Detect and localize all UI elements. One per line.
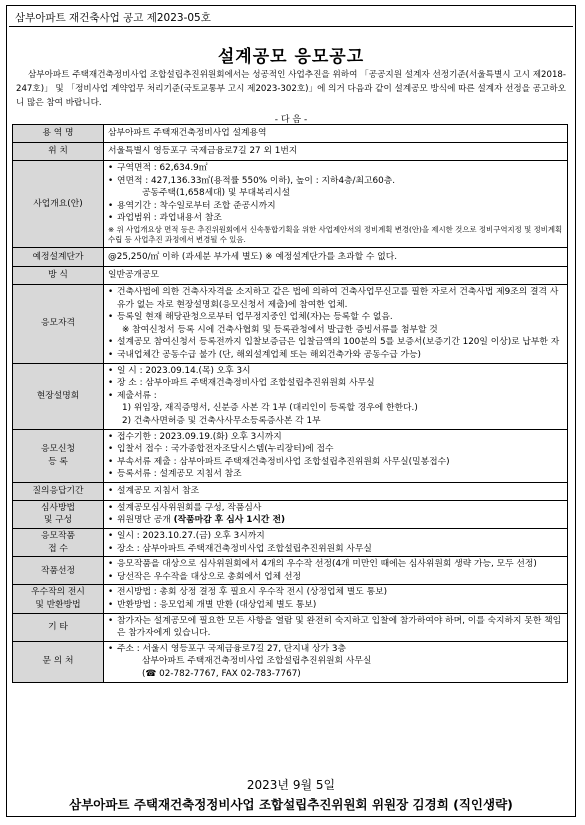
header-divider xyxy=(9,26,573,27)
list-item: • 구역면적 : 62,634.9㎡ xyxy=(108,162,563,175)
value-review xyxy=(104,500,568,528)
briefing-doc: 1) 위임장, 재직증명서, 신분증 사본 각 1부 (대리인이 등록할 경우에 한한다.) xyxy=(122,403,418,414)
label-method: 방 식 xyxy=(13,266,104,284)
briefing-doc: 2) 건축사면허증 및 건축사사무소등록증사본 각 1부 xyxy=(122,415,321,426)
notice-document xyxy=(6,5,576,817)
label-application xyxy=(13,429,104,482)
subheading: - 다 음 - xyxy=(274,115,308,125)
value-application xyxy=(104,429,568,482)
row-location xyxy=(13,143,568,161)
list-item: • 일시 : 2023.10.27.(금) 오후 3시까지 xyxy=(108,530,563,543)
row-contact xyxy=(13,641,568,682)
signature-line: 삼부아파트 주택재건축정정비사업 조합설립추진위원회 위원장 김경희 (직인생략) xyxy=(69,797,513,812)
notice-number: 삼부아파트 재건축사업 공고 제2023-05호 xyxy=(15,12,211,24)
list-item: • 장소 : 삼부아파트 주택재건축정비사업 조합설립추진위원회 사무실 xyxy=(108,543,563,556)
value-overview xyxy=(104,161,568,248)
list-item: • 용역기간 : 착수일로부터 조합 준공시까지 xyxy=(108,200,563,213)
list-item: • 설계공모 참여신청서 등록전까지 입찰보증금은 입찰금액의 100분의 5를 보증서(보증기간 120일 이상)로 납부한 자 xyxy=(108,336,563,349)
label-exhibition-line2: 및 반환방법 xyxy=(35,600,81,611)
list-item: • 접수기한 : 2023.09.19.(화) 오후 3시까지 xyxy=(108,431,563,444)
page-title: 설계공모 응모공고 xyxy=(217,47,365,67)
label-review-line1: 심사방법 xyxy=(41,502,75,513)
row-project xyxy=(13,125,568,143)
value-qna xyxy=(104,482,568,500)
qualification-note: ※ 참여신청서 등록 시에 건축사협회 및 등록관청에서 발급한 증빙서류를 첨부할 것 xyxy=(122,324,438,335)
label-qna: 질의응답기간 xyxy=(13,482,104,500)
overview-note: ※ 위 사업개요상 면적 등은 추진위원회에서 신속통합기획을 위한 사업제안서의 정비계획 변경(안)을 제시한 것으로 정비구역지정 및 정비계획 수립 등 사업추진 과정에서 변경될 수 있음. xyxy=(108,224,563,245)
row-submission xyxy=(13,529,568,557)
list-item: • 설계공모심사위원회를 구성, 작품심사 xyxy=(108,502,563,515)
review-timing-emphasis: (작품마감 후 심사 1시간 전) xyxy=(173,515,285,526)
label-contact: 문 의 처 xyxy=(13,641,104,682)
label-price: 예정설계단가 xyxy=(13,247,104,266)
list-item: • 일 시 : 2023.09.14.(목) 오후 3시 xyxy=(108,365,563,378)
row-qna xyxy=(13,482,568,500)
list-item: • 연면적 : 427,136.33㎡(용적률 550% 이하), 높이 : 지하4층/최고60층. xyxy=(108,175,563,188)
label-overview: 사업개요(안) xyxy=(13,161,104,248)
list-item: • 당선작은 우수작을 대상으로 총회에서 업체 선정 xyxy=(108,571,563,584)
row-briefing xyxy=(13,363,568,429)
value-qualification xyxy=(104,284,568,363)
label-project: 용 역 명 xyxy=(13,125,104,143)
row-other xyxy=(13,613,568,641)
list-item: • 제출서류 : xyxy=(108,390,563,403)
overview-continuation: 공동주택(1,658세대) 및 부대복리시설 xyxy=(142,188,291,199)
list-item: • 과업범위 : 과업내용서 참조 xyxy=(108,212,563,225)
list-item: • 참가자는 설계공모에 필요한 모든 사항을 열람 및 완전히 숙지하고 입찰에 참가하여야 하며, 이를 숙지하지 못한 책임은 참가자에게 있습니다. xyxy=(108,615,563,640)
value-method: 일반공개공모 xyxy=(104,266,568,284)
label-qualification: 응모자격 xyxy=(13,284,104,363)
issue-date: 2023년 9월 5일 xyxy=(246,778,336,792)
label-exhibition xyxy=(13,585,104,613)
list-item: • 반환방법 : 응모업체 개별 반환 (대상업체 별도 통보) xyxy=(108,599,563,612)
row-qualification xyxy=(13,284,568,363)
row-exhibition xyxy=(13,585,568,613)
label-other: 기 타 xyxy=(13,613,104,641)
list-item: • 입찰서 접수 : 국가종합전자조달시스템(누리장터)에 접수 xyxy=(108,443,563,456)
value-price: @25,250/㎡ 이하 (과세분 부가세 별도) ※ 예정설계단가를 초과할 수 없다. xyxy=(104,247,568,266)
label-application-line2: 등 록 xyxy=(48,456,68,467)
contact-address: • 주소 : 서울시 영등포구 국제금융로7길 27, 단지내 상가 3층 xyxy=(108,643,563,656)
review-members-text: 위원명단 공개 xyxy=(117,515,174,526)
label-selection: 작품선정 xyxy=(13,557,104,585)
list-item: • 부속서류 제출 : 삼부아파트 주택재건축정비사업 조합설립추진위원회 사무실(밀봉접수) xyxy=(108,456,563,469)
label-review-line2: 및 구성 xyxy=(43,515,73,526)
value-other xyxy=(104,613,568,641)
list-item: • 등록서류 : 설계공모 지침서 참조 xyxy=(108,468,563,481)
intro-paragraph: 삼부아파트 주택재건축정비사업 조합설립추진위원회에서는 성공적인 사업추진을 위하여 「공공지원 설계자 선정기준(서울특별시 고시 제2018-247호)」 및 「정비사업 계약업무 처리기준(국토교통부 고시 제2023-302호)」에 의거 다음과 같이 설계공모 방식에 따른 설계자 선정을 공고하오니 많은 참여 바랍니다. xyxy=(16,70,566,108)
row-method xyxy=(13,266,568,284)
label-submission xyxy=(13,529,104,557)
label-submission-line1: 응모작품 xyxy=(41,531,75,542)
list-item: • 국내업체간 공동수급 불가 (단, 해외설계업체 또는 해외건축가와 공동수급 가능) xyxy=(108,349,563,362)
value-briefing xyxy=(104,363,568,429)
value-contact xyxy=(104,641,568,682)
row-overview xyxy=(13,161,568,248)
value-submission xyxy=(104,529,568,557)
contact-office: 삼부아파트 주택재건축정비사업 조합설립추진위원회 사무실 xyxy=(142,656,372,667)
list-item xyxy=(108,514,563,527)
value-project: 삼부아파트 주택재건축정비사업 설계용역 xyxy=(104,125,568,143)
row-review xyxy=(13,500,568,528)
row-selection xyxy=(13,557,568,585)
value-selection xyxy=(104,557,568,585)
list-item: • 장 소 : 삼부아파트 주택재건축정비사업 조합설립추진위원회 사무실 xyxy=(108,377,563,390)
contact-phone: (☎ 02-782-7767, FAX 02-783-7767) xyxy=(142,669,301,679)
row-price xyxy=(13,247,568,266)
value-exhibition xyxy=(104,585,568,613)
list-item: • 응모작품을 대상으로 심사위원회에서 4개의 우수작 선정(4개 미만인 때에는 심사위원회 생략 가능, 모두 선정) xyxy=(108,558,563,571)
value-location: 서울특별시 영등포구 국제금융로7길 27 외 1번지 xyxy=(104,143,568,161)
label-briefing: 현장설명회 xyxy=(13,363,104,429)
list-item: • 건축사법에 의한 건축사자격을 소지하고 같은 법에 의하여 건축사업무신고를 필한 자로서 건축사법 제9조의 결격 사유가 없는 자로 현장설명회(응모신청서 제출)에 참여한 업체. xyxy=(108,286,563,311)
label-review xyxy=(13,500,104,528)
label-application-line1: 응모신청 xyxy=(41,444,75,455)
list-item: • 설계공모 지침서 참조 xyxy=(108,485,563,498)
list-item: • 전시방법 : 총회 상정 결정 후 필요시 우수작 전시 (상정업체 별도 통보) xyxy=(108,586,563,599)
row-application xyxy=(13,429,568,482)
label-exhibition-line1: 우수작의 전시 xyxy=(31,587,85,598)
details-table xyxy=(12,124,568,683)
list-item: • 등록일 현재 해당관청으로부터 업무정지중인 업체(자)는 등록할 수 없음. xyxy=(108,311,563,324)
label-submission-line2: 접 수 xyxy=(48,543,68,554)
label-location: 위 치 xyxy=(13,143,104,161)
